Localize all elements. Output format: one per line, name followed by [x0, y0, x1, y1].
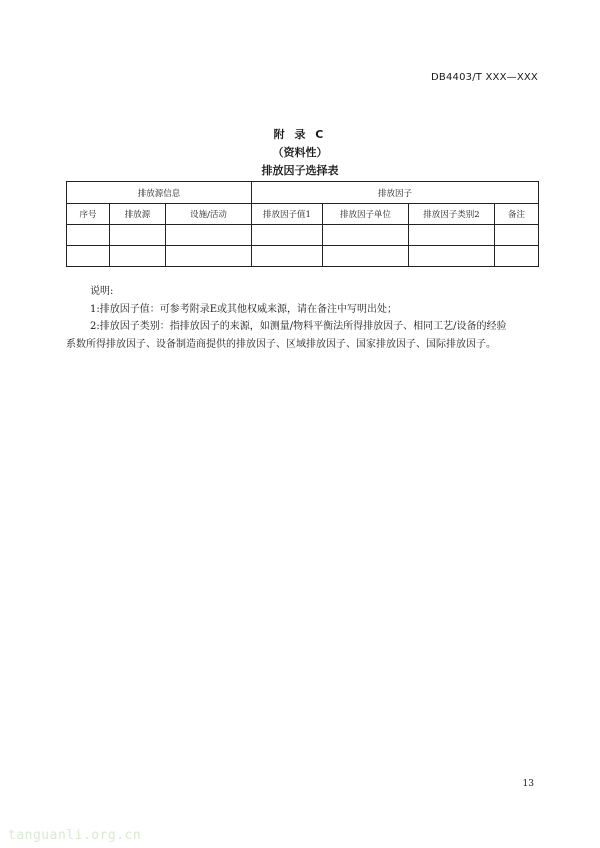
column-header-source: 排放源: [110, 204, 166, 225]
notes-label: 说明:: [90, 286, 114, 297]
column-header-serial: 序号: [67, 204, 110, 225]
page-number: 13: [522, 779, 534, 789]
notes-section: [66, 283, 538, 353]
column-header-factor-unit: 排放因子单位: [323, 204, 409, 225]
column-header-remarks: 备注: [495, 204, 539, 225]
table-cell: [67, 246, 110, 267]
table-cell: [409, 246, 495, 267]
emission-factor-table: [66, 181, 539, 267]
column-header-facility: 设施/活动: [166, 204, 252, 225]
column-header-factor-category: 排放因子类别2: [409, 204, 495, 225]
table-cell: [495, 225, 539, 246]
appendix-nature: （资料性）: [272, 146, 328, 159]
table-row: [67, 225, 539, 246]
table-cell: [110, 225, 166, 246]
table-cell: [323, 225, 409, 246]
note-item-2: 2:排放因子类别：指排放因子的来源，如测量/物料平衡法所得排放因子、相同工艺/设备的经验: [90, 321, 507, 332]
note-item-2-continuation: 系数所得排放因子、设备制造商提供的排放因子、区域排放因子、国家排放因子、国际排放因子。: [66, 338, 496, 350]
group-header-emission-factor: 排放因子: [252, 182, 539, 204]
table-cell: [166, 246, 252, 267]
table-cell: [323, 246, 409, 267]
column-header-factor-value: 排放因子值1: [252, 204, 323, 225]
table-row: [67, 246, 539, 267]
table-cell: [495, 246, 539, 267]
appendix-heading: [0, 126, 600, 180]
table-cell: [252, 225, 323, 246]
table-cell: [252, 246, 323, 267]
table-cell: [409, 225, 495, 246]
note-item-1: 1:排放因子值：可参考附录E或其他权威来源，请在备注中写明出处；: [90, 303, 398, 315]
appendix-title: 附 录 C: [273, 128, 327, 141]
table-cell: [67, 225, 110, 246]
watermark-text: tanguanli.org.cn: [8, 828, 142, 843]
table-cell: [166, 225, 252, 246]
table-cell: [110, 246, 166, 267]
table-title: 排放因子选择表: [261, 164, 339, 177]
document-code: DB4403/T XXX—XXX: [431, 72, 538, 83]
group-header-source-info: 排放源信息: [67, 182, 252, 204]
